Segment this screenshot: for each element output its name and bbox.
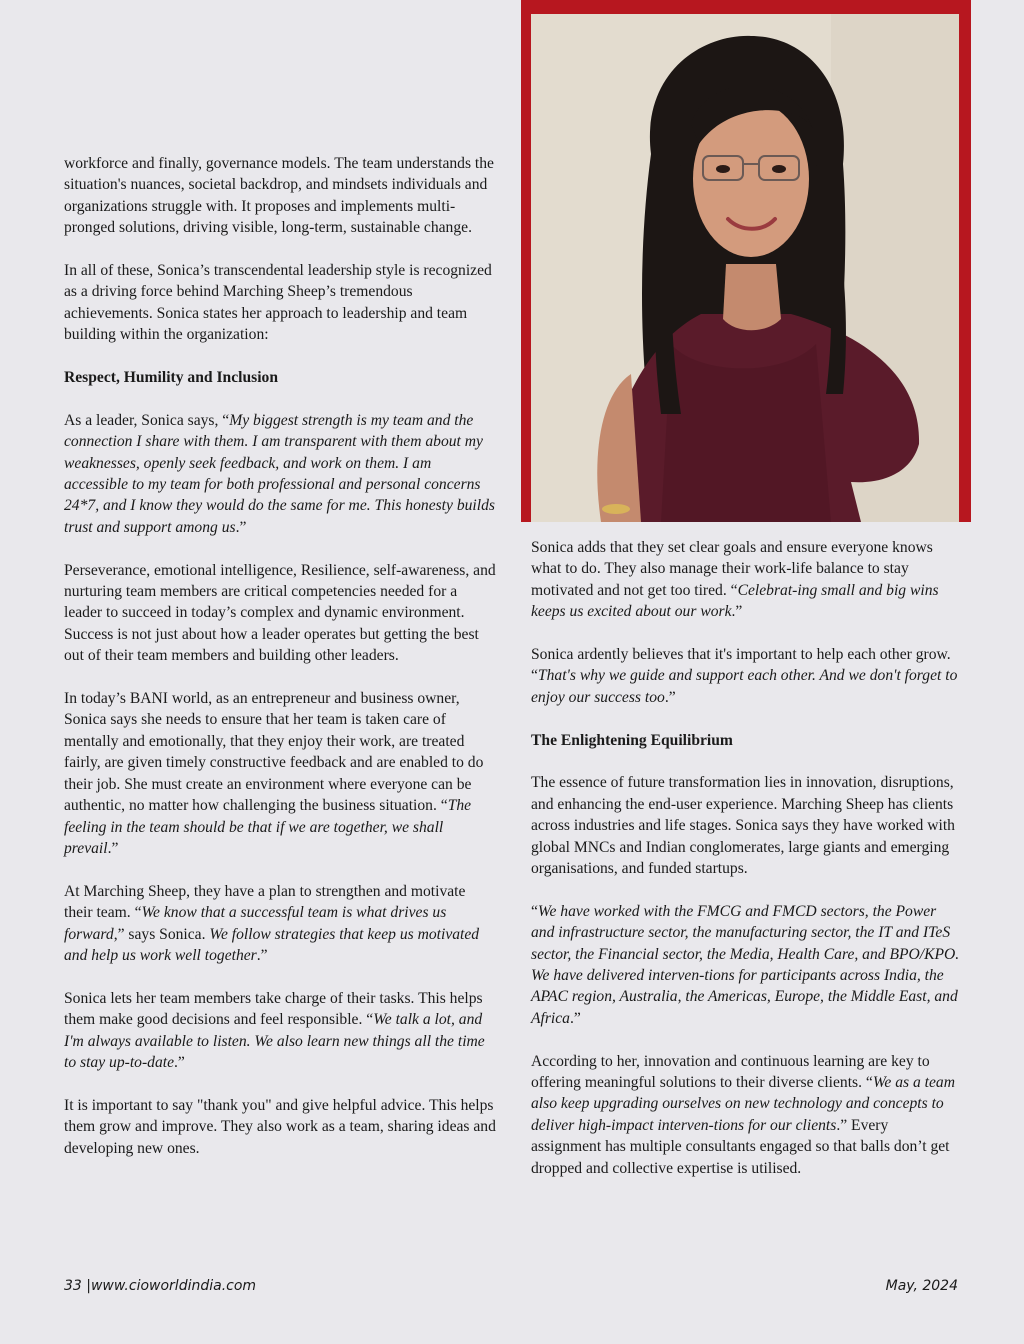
section-heading: Respect, Humility and Inclusion xyxy=(64,369,279,387)
section-heading: The Enlightening Equilibrium xyxy=(531,731,733,749)
paragraph: It is important to say "thank you" and give helpful advice. This helps them grow and improve. They also work as a team, sharing ideas and developing new ones. xyxy=(64,1096,496,1157)
portrait-photo xyxy=(531,14,959,522)
left-column xyxy=(64,153,496,1180)
quote: We have worked with the FMCG and FMCD sectors, the Power and infrastructure sector, the manufacturing sector, the IT and ITeS sector, the Financial sector, the Media, Health Care, and BPO/KPO. We have delivered interven-tions for participants across India, the APAC region, Australia, the Americas, Europe, the Middle East, and Africa xyxy=(531,902,960,1027)
quote: That's why we guide and support each other. And we don't forget to enjoy our success too xyxy=(531,667,958,706)
text: .” xyxy=(107,839,119,857)
quote: My biggest strength is my team and the connection I share with them. I am transparent with them about my weaknesses, openly seek feedback, and work on them. I am accessible to my team for both professional and personal concerns 24*7, and I know they would do the same for me. This honesty builds trust and support among us xyxy=(64,411,495,536)
quote: We as a team also keep upgrading ourselves on new technology and concepts to deliver high-impact interven-tions for our clients xyxy=(531,1074,955,1134)
text: “ xyxy=(531,902,538,920)
paragraph: In all of these, Sonica’s transcendental leadership style is recognized as a driving force behind Marching Sheep’s tremendous achievements. Sonica states her approach to leadership and team building within the organization: xyxy=(64,262,492,344)
quote: We know that a successful team is what drives us forward xyxy=(64,904,447,943)
text: .” xyxy=(174,1053,185,1071)
text: .” xyxy=(664,688,676,706)
portrait-illustration xyxy=(531,14,959,522)
paragraph xyxy=(531,644,961,708)
photo-frame xyxy=(521,0,971,522)
text: According to her, innovation and continuous learning are key to offering meaningful solutions to their diverse clients. “ xyxy=(531,1052,930,1092)
right-column xyxy=(531,537,961,1201)
text: .” Every assignment has multiple consultants engaged so that balls don’t get dropped and collective expertise is utilised. xyxy=(531,1116,950,1177)
text: At Marching Sheep, they have a plan to strengthen and motivate their team. “ xyxy=(64,882,466,922)
quote: We follow strategies that keep us motivated and help us work well together xyxy=(64,925,480,964)
paragraph: workforce and finally, governance models. The team understands the situation's nuances, societal backdrop, and mindsets individuals and organizations struggle with. It proposes and implements multi-pronged solutions, driving visible, long-term, sustainable change. xyxy=(64,155,494,237)
text: .” xyxy=(731,603,743,621)
paragraph xyxy=(64,688,496,859)
paragraph xyxy=(64,410,496,538)
paragraph: Perseverance, emotional intelligence, Resilience, self-awareness, and nurturing team members are critical competencies needed for a leader to succeed in today’s complex and dynamic environment. Success is not just about how a leader operates but getting the best out of their team members and building other leaders. xyxy=(64,561,496,665)
text: .” xyxy=(235,518,247,536)
quote: The feeling in the team should be that if we are together, we shall prevail xyxy=(64,797,472,857)
text: .” xyxy=(569,1009,581,1027)
paragraph xyxy=(531,1051,961,1179)
paragraph: The essence of future transformation lies in innovation, disruptions, and enhancing the end-user experience. Marching Sheep has clients across industries and life stages. Sonica says they have worked with global MNCs and Indian conglomerates, large giants and emerging organisations, and funded startups. xyxy=(531,774,955,878)
text: As a leader, Sonica says, “ xyxy=(64,411,230,429)
paragraph xyxy=(64,881,496,967)
footer-page-and-url: 33 |www.cioworldindia.com xyxy=(64,1278,257,1294)
text: In today’s BANI world, as an entrepreneur and business owner, Sonica says she needs to ensure that her team is taken care of mentally and emotionally, that they enjoy their work, are treated fairly, are given timely constructive feedback and are enabled to do their job. She must create an environment where everyone can be authentic, no matter how challenging the business situation. “ xyxy=(64,690,484,815)
text: ,” says Sonica. xyxy=(113,925,210,943)
text: .” xyxy=(256,946,268,964)
text: Sonica lets her team members take charge of their tasks. This helps them make good decisions and feel responsible. “ xyxy=(64,989,483,1029)
paragraph xyxy=(64,988,496,1074)
paragraph xyxy=(531,537,961,623)
text: Sonica ardently believes that it's important to help each other grow. “ xyxy=(531,646,951,685)
paragraph xyxy=(531,901,961,1029)
footer-date: May, 2024 xyxy=(885,1278,958,1294)
quote: Celebrat-ing small and big wins keeps us excited about our work xyxy=(531,581,939,621)
text: Sonica adds that they set clear goals and ensure everyone knows what to do. They also manage their work-life balance to stay motivated and not get too tired. “ xyxy=(531,539,933,599)
quote: We talk a lot, and I'm always available to listen. We also learn new things all the time to stay up-to-date xyxy=(64,1011,485,1071)
